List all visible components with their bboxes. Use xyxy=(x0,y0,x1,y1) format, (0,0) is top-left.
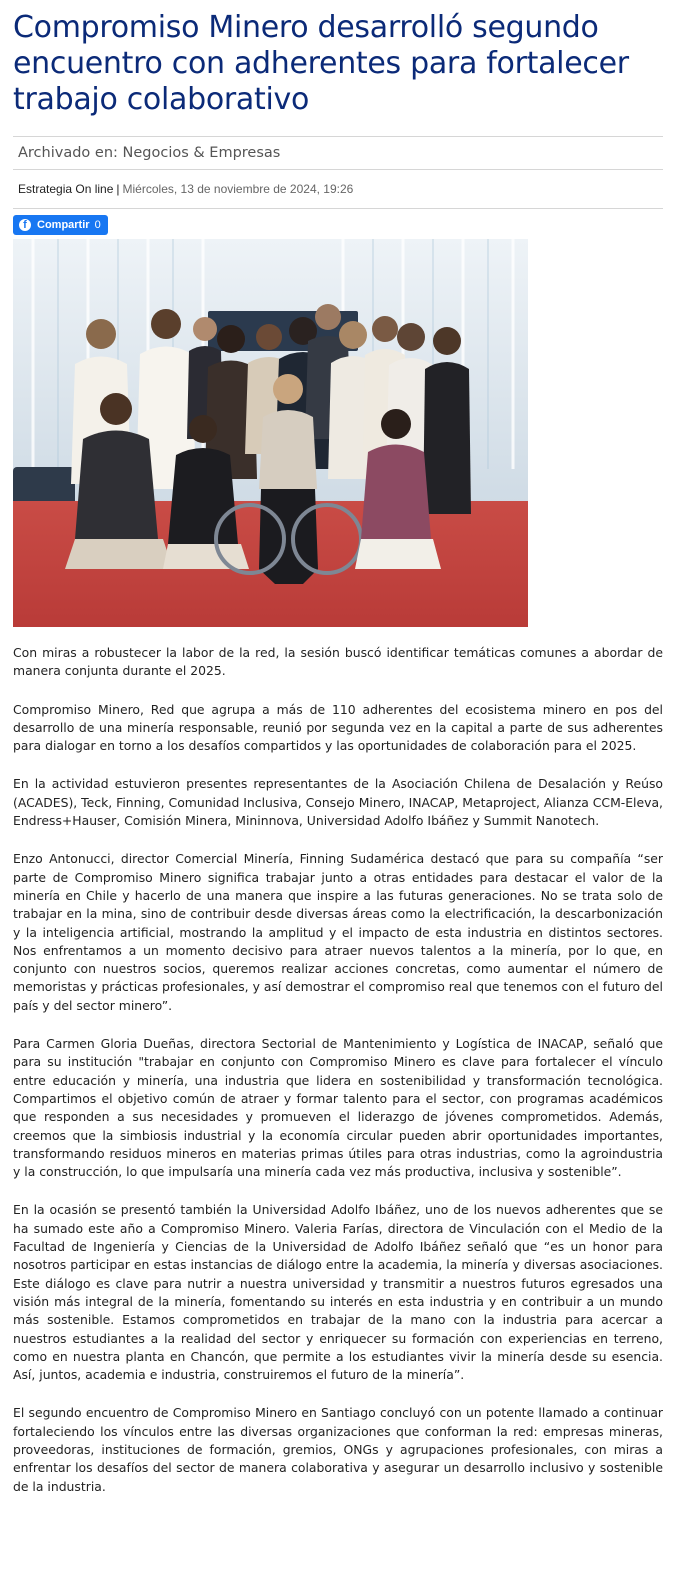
archive-bar xyxy=(13,136,663,170)
byline xyxy=(13,170,663,209)
byline-source: Estrategia On line xyxy=(18,182,114,196)
article-paragraph: En la ocasión se presentó también la Universidad Adolfo Ibáñez, uno de los nuevos adherentes que se ha sumado este año a Compromiso Minero. Valeria Farías, directora de Vinculación con el Medio de la Facultad de Ingeniería y Ciencias de la Universidad de Adolfo Ibáñez señaló que “es un honor para nosotros participar en estas instancias de diálogo entre la academia, la minería y diversas asociaciones. Este diálogo es clave para nutrir a nuestra universidad y transmitir a nuestros futuros egresados una visión más integral de la minería, fomentando su interés en esta industria y en contribuir a un mundo más sostenible. Estamos comprometidos en trabajar de la mano con la industria para acercar a nuestros estudiantes a la realidad del sector y enriquecer su formación con experiencias en terreno, como en nuestra planta en Chancón, que permite a los estudiantes vivir la minería desde su esencia. Así, juntos, academia e industria, construiremos el futuro de la minería”. xyxy=(13,1202,663,1383)
article-paragraph: Con miras a robustecer la labor de la red, la sesión buscó identificar temáticas comunes a abordar de manera conjunta durante el 2025. xyxy=(13,645,663,679)
archive-category[interactable]: Archivado en: Negocios & Empresas xyxy=(18,145,281,161)
article-paragraph: En la actividad estuvieron presentes representantes de la Asociación Chilena de Desalación y Reúso (ACADES), Teck, Finning, Comunidad Inclusiva, Consejo Minero, INACAP, Metaproject, Alianza CCM-Eleva, Endress+Hauser, Comisión Minera, Mininnova, Universidad Adolfo Ibáñez y Summit Nanotech. xyxy=(13,776,663,829)
byline-separator: | xyxy=(116,182,120,196)
facebook-share-button[interactable] xyxy=(13,215,108,235)
share-count: 0 xyxy=(94,219,101,231)
article-body xyxy=(13,644,663,1496)
share-label: Compartir xyxy=(37,219,90,231)
group-photo xyxy=(13,239,528,627)
byline-date: Miércoles, 13 de noviembre de 2024, 19:26 xyxy=(122,182,354,196)
article-paragraph: El segundo encuentro de Compromiso Minero en Santiago concluyó con un potente llamado a continuar fortaleciendo los vínculos entre las diversas organizaciones que conforman la red: empresas mineras, proveedoras, instituciones de formación, gremios, ONGs y agrupaciones profesionales, con miras a enfrentar los desafíos del sector de manera colaborativa y asegurar un desarrollo inclusivo y sostenible de la industria. xyxy=(13,1405,663,1494)
article-headline: Compromiso Minero desarrolló segundo encuentro con adherentes para fortalecer trabajo colaborativo xyxy=(13,10,629,117)
article-paragraph: Para Carmen Gloria Dueñas, directora Sectorial de Mantenimiento y Logística de INACAP, señaló que para su institución "trabajar en conjunto con Compromiso Minero es clave para fortalecer el vínculo entre educación y minería, una industria que lidera en sostenibilidad y transformación tecnológica. Compartimos el objetivo común de atraer y formar talento para el sector, con programas académicos que responden a sus necesidades y promueven el liderazgo de jóvenes comprometidos. Además, creemos que la simbiosis industrial y la economía circular pueden abrir oportunidades importantes, transformando residuos mineros en materias primas útiles para otras industrias, como la agroindustria y la construcción, lo que impulsaría una minería cada vez más productiva, inclusiva y sostenible”. xyxy=(13,1036,663,1180)
article-page xyxy=(13,0,663,1516)
facebook-icon: f xyxy=(19,219,31,231)
article-paragraph: Enzo Antonucci, director Comercial Minería, Finning Sudamérica destacó que para su compañía “ser parte de Compromiso Minero significa trabajar junto a otras entidades para destacar el valor de la minería en Chile y hacerlo de una manera que inspire a las futuras generaciones. No se trata solo de trabajar en la mina, sino de contribuir desde diversas áreas como la electrificación, la descarbonización y la inteligencia artificial, mostrando la amplitud y el impacto de esta industria en distintos sectores. Nos enfrentamos a un momento decisivo para atraer nuevos talentos a la minería, por lo que, en conjunto con nuestros socios, queremos realizar acciones concretas, como aumentar el número de memoristas y prácticas profesionales, y así demostrar el compromiso real que tenemos con el futuro del país y del sector minero”. xyxy=(13,851,663,1013)
article-paragraph: Compromiso Minero, Red que agrupa a más de 110 adherentes del ecosistema minero en pos del desarrollo de una minería responsable, reunió por segunda vez en la capital a parte de sus adherentes para dialogar en torno a los desafíos compartidos y las oportunidades de colaboración para el 2025. xyxy=(13,701,663,754)
